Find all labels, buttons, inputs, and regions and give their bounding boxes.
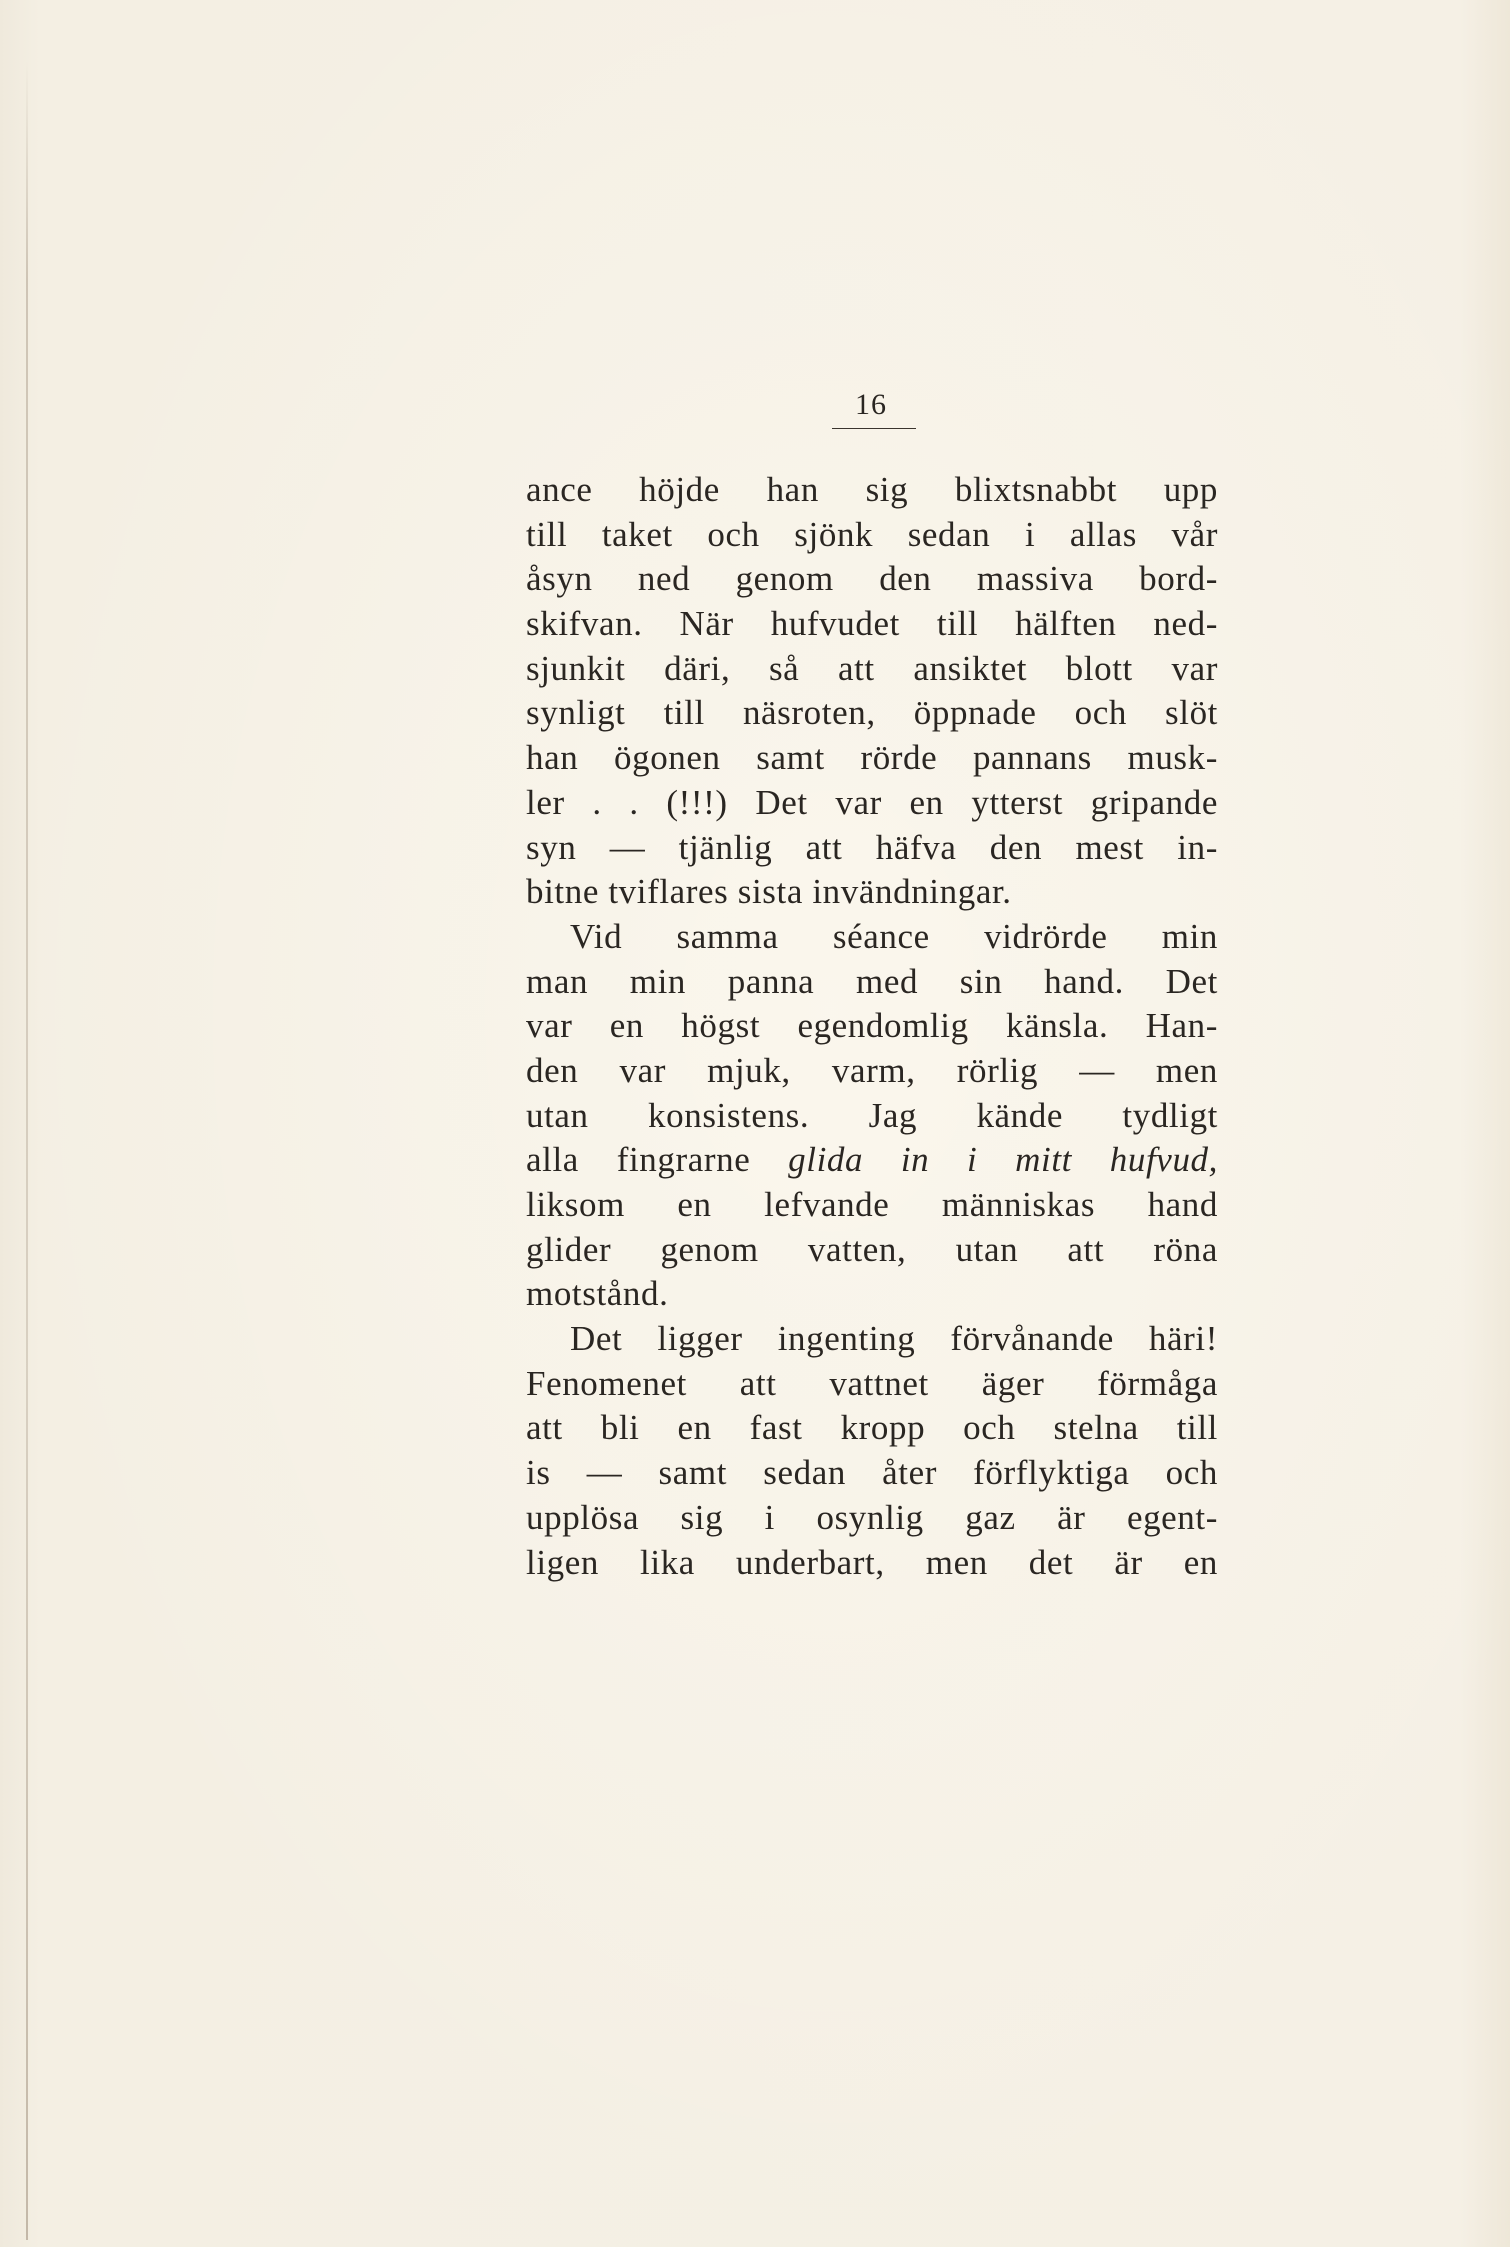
text-line: utan konsistens. Jag kände tydligt [526, 1095, 1218, 1135]
paragraph-start-line: Det ligger ingenting förvånande häri! [570, 1319, 1218, 1359]
text-line: is — samt sedan åter förflyktiga och [526, 1453, 1218, 1493]
text-line: glider genom vatten, utan att röna [526, 1229, 1218, 1269]
text-line: syn — tjänlig att häfva den mest in- [526, 827, 1218, 867]
text-line: Fenomenet att vattnet äger förmåga [526, 1363, 1218, 1403]
text-line: till taket och sjönk sedan i allas vår [526, 514, 1218, 554]
text-line: upplösa sig i osynlig gaz är egent- [526, 1497, 1218, 1537]
paragraph-start-line: Vid samma séance vidrörde min [570, 916, 1218, 956]
body-text [526, 468, 1218, 1585]
page-edge-shadow [26, 60, 28, 2240]
text-segment: alla fingrarne [526, 1140, 751, 1180]
text-line: liksom en lefvande människas hand [526, 1185, 1218, 1224]
italic-phrase: glida in i mitt hufvud, [788, 1140, 1218, 1180]
text-line-with-italic [526, 1138, 1218, 1183]
text-line: bitne tviflares sista invändningar. [526, 872, 1012, 912]
text-line: var en högst egendomlig känsla. Han- [526, 1006, 1218, 1046]
text-line: han ögonen samt rörde pannans musk- [526, 738, 1218, 778]
page-number-rule [832, 428, 916, 429]
text-line: åsyn ned genom den massiva bord- [526, 559, 1218, 599]
text-line: att bli en fast kropp och stelna till [526, 1408, 1218, 1448]
text-line: ance höjde han sig blixtsnabbt upp [526, 470, 1218, 509]
text-line: synligt till näsroten, öppnade och slöt [526, 693, 1218, 733]
text-line: man min panna med sin hand. Det [526, 961, 1218, 1001]
text-line: sjunkit däri, så att ansiktet blott var [526, 648, 1218, 688]
text-line: den var mjuk, varm, rörlig — men [526, 1050, 1218, 1090]
text-line: ligen lika underbart, men det är en [526, 1542, 1218, 1582]
text-line: ler . . (!!!) Det var en ytterst gripande [526, 782, 1218, 822]
page-number: 16 [855, 388, 887, 421]
text-line: motstånd. [526, 1274, 669, 1314]
text-line: skifvan. När hufvudet till hälften ned- [526, 604, 1218, 644]
